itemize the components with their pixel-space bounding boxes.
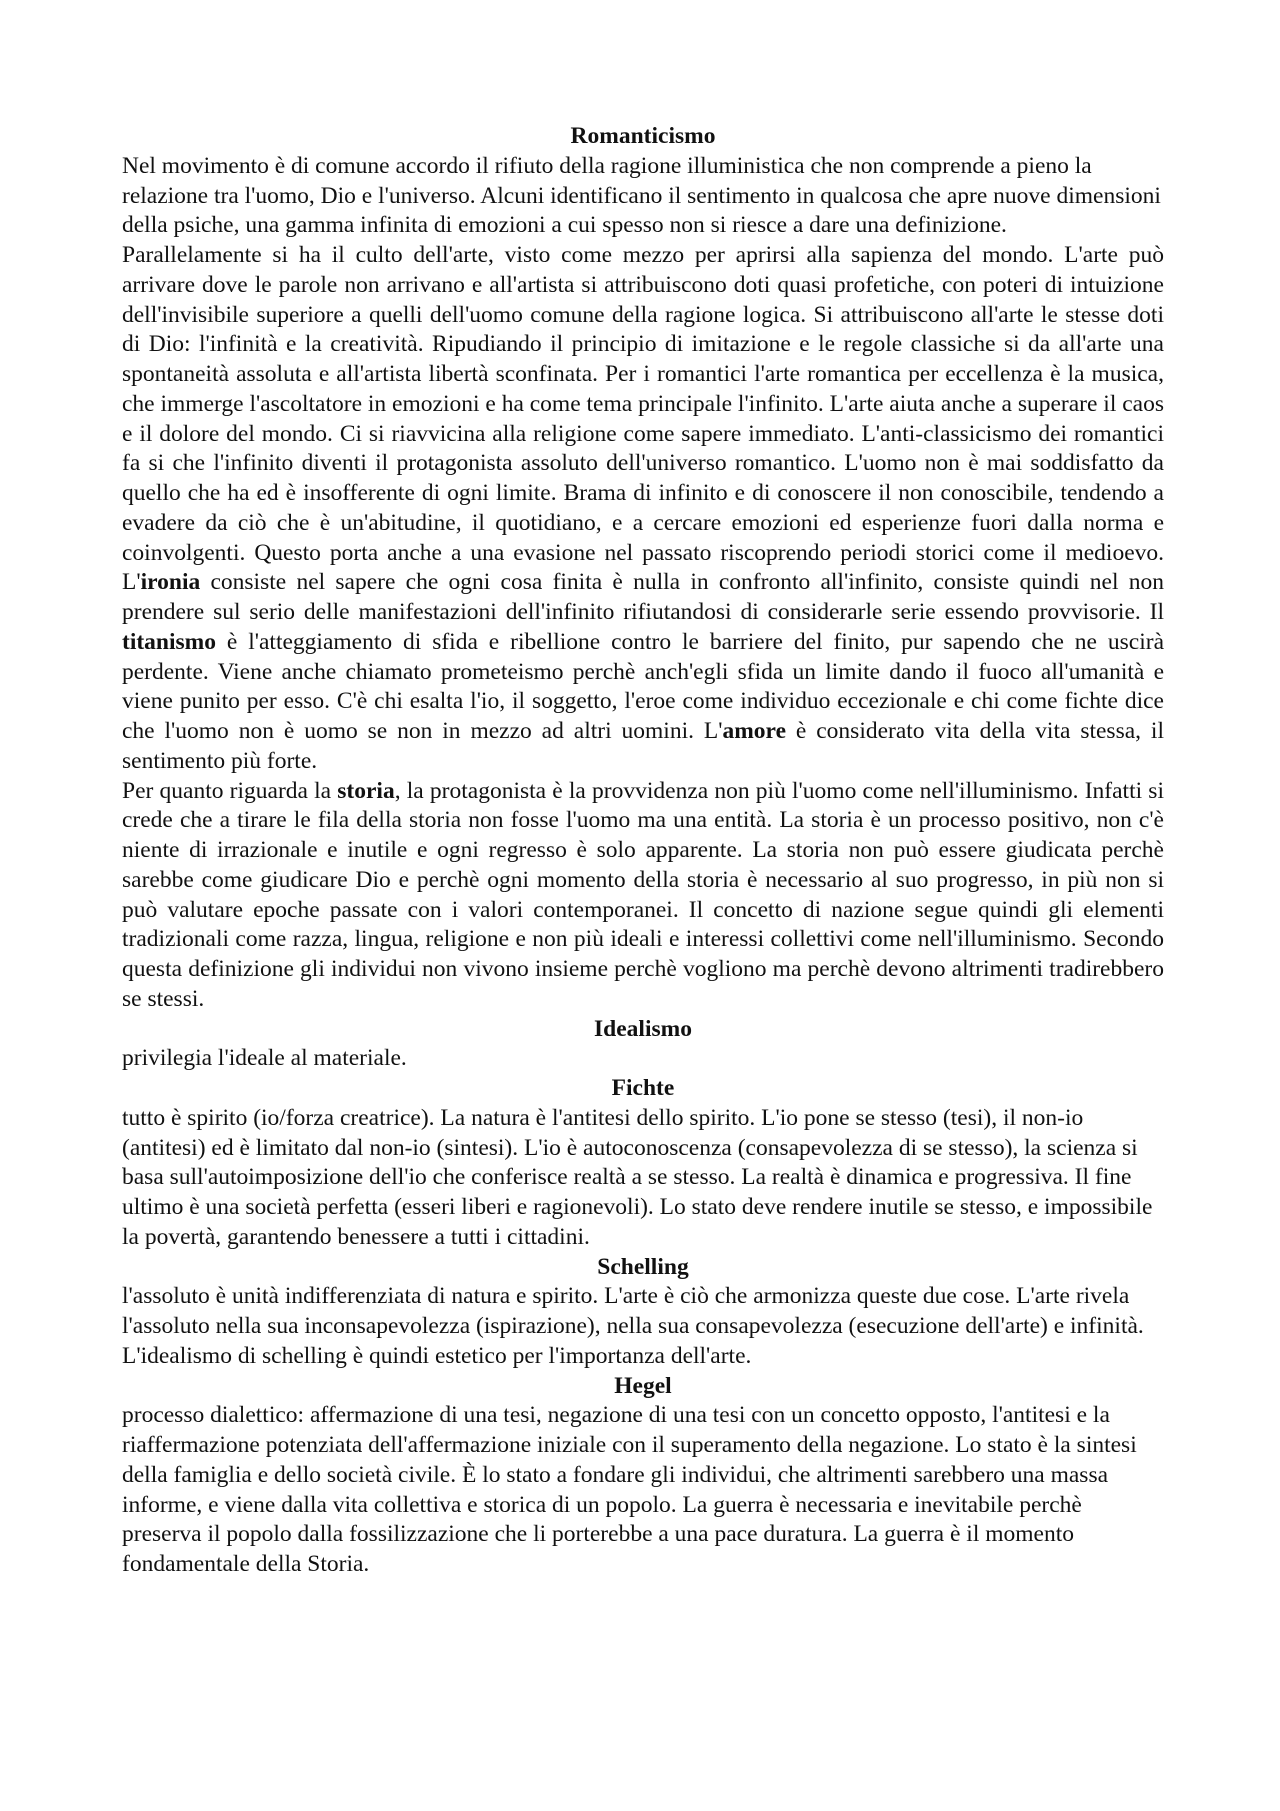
- heading-schelling: Schelling: [597, 1253, 689, 1280]
- paragraph-schelling: l'assoluto è unità indifferenziata di natura e spirito. L'arte è ciò che armonizza queste due cose. L'arte rivela l'assoluto nella sua inconsapevolezza (ispirazione), nella sua consapevolezza (esecuzione dell'arte) e infinità. L'idealismo di schelling è quindi estetico per l'importanza dell'arte.: [122, 1283, 1144, 1369]
- heading-fichte: Fichte: [611, 1075, 675, 1101]
- paragraph-hegel: processo dialettico: affermazione di una tesi, negazione di una tesi con un concetto opposto, l'antitesi e la riaffermazione potenziata dell'affermazione iniziale con il superamento della negazione. Lo stato è la sintesi della famiglia e dello società civile. È lo stato a fondare gli individui, che altrimenti sarebbero una massa informe, e viene dalla vita collettiva e storica di un popolo. La guerra è necessaria e inevitabile perchè preserva il popolo dalla fossilizzazione che li porterebbe a una pace duratura. La guerra è il momento fondamentale della Storia.: [122, 1402, 1137, 1577]
- term-titanismo: titanismo: [122, 628, 216, 655]
- term-ironia: ironia: [140, 569, 201, 596]
- paragraph-fichte: tutto è spirito (io/forza creatrice). La natura è l'antitesi dello spirito. L'io pone se stesso (tesi), il non-io (antitesi) ed è limitato dal non-io (sintesi). L'io è autoconoscenza (consapevolezza di se stesso), la scienza si basa sull'autoimposizione dell'io che conferisce realtà a se stesso. La realtà è dinamica e progressiva. Il fine ultimo è una società perfetta (esseri liberi e ragionevoli). Lo stato deve rendere inutile se stesso, e impossibile la povertà, garantendo benessere a tutti i cittadini.: [122, 1104, 1153, 1250]
- text-run: è considerato vita della vita stessa, il sentimento più forte.: [122, 718, 1164, 774]
- paragraph-romanticismo-arte: [122, 241, 1164, 777]
- paragraph-romanticismo-intro: Nel movimento è di comune accordo il rifiuto della ragione illuministica che non comprende a pieno la relazione tra l'uomo, Dio e l'universo. Alcuni identificano il sentimento in qualcosa che apre nuove dimensioni della psiche, una gamma infinita di emozioni a cui spesso non si riesce a dare una definizione.: [122, 152, 1161, 239]
- text-run: Parallelamente si ha il culto dell'arte, visto come mezzo per aprirsi alla sapienza del mondo. L'arte può arrivare dove le parole non arrivano e all'artista si attribuiscono doti quasi profetiche, con poteri di intuizione dell'invisibile superiore a quelli dell'uomo comune della ragione logica. Si attribuiscono all'arte le stesse doti di Dio: l'infinità e la creatività. Ripudiando il principio di imitazione e le regole classiche si da all'arte una spontaneità assoluta e all'artista libertà sconfinata. Per i romantici l'arte romantica per eccellenza è la musica, che immerge l'ascoltatore in emozioni e ha come tema principale l'infinito. L'arte aiuta anche a superare il caos e il dolore del mondo. Ci si riavvicina alla religione come sapere immediato. L'anti-classicismo dei romantici fa si che l'infinito diventi il protagonista assoluto dell'universo romantico. L'uomo non è mai soddisfatto da quello che ha ed è insofferente di ogni limite. Brama di infinito e di conoscere il non conoscibile, tendendo a evadere da ciò che è un'abitudine, il quotidiano, e a cercare emozioni ed esperienze fuori dalla norma e coinvolgenti. Questo porta anche a una evasione nel passato riscoprendo periodi storici come il medioevo. L': [122, 242, 1164, 596]
- term-storia: storia: [337, 777, 395, 804]
- heading-hegel: Hegel: [614, 1372, 672, 1399]
- text-run: è l'atteggiamento di sfida e ribellione contro le barriere del finito, pur sapendo che ne uscirà perdente. Viene anche chiamato prometeismo perchè anch'egli sfida un limite dando il fuoco all'umanità e viene punito per esso. C'è chi esalta l'io, il soggetto, l'eroe come individuo eccezionale e chi come fichte dice che l'uomo non è uomo se non in mezzo ad altri uomini. L': [122, 628, 1164, 744]
- text-run: consiste nel sapere che ogni cosa finita è nulla in confronto all'infinito, consiste quindi nel non prendere sul serio delle manifestazioni dell'infinito rifiutandosi di considerarle serie essendo provvisorie. Il: [122, 569, 1164, 625]
- text-run: Per quanto riguarda la: [122, 777, 338, 804]
- paragraph-idealismo: privilegia l'ideale al materiale.: [122, 1045, 407, 1072]
- document-page: [122, 122, 1164, 1580]
- heading-romanticismo: Romanticismo: [570, 123, 716, 149]
- text-run: , la protagonista è la provvidenza non più l'uomo come nell'illuminismo. Infatti si crede che a tirare le fila della storia non fosse l'uomo ma una entità. La storia è un processo positivo, non c'è niente di irrazionale e inutile e ogni regresso è solo apparente. La storia non può essere giudicata perchè sarebbe come giudicare Dio e perchè ogni momento della storia è necessario al suo progresso, in più non si può valutare epoche passate con i valori contemporanei. Il concetto di nazione segue quindi gli elementi tradizionali come razza, lingua, religione e non più ideali e interessi collettivi come nell'illuminismo. Secondo questa definizione gli individui non vivono insieme perchè vogliono ma perchè devono altrimenti tradirebbero se stessi.: [122, 777, 1164, 1012]
- term-amore: amore: [722, 718, 786, 744]
- paragraph-romanticismo-storia: [122, 777, 1164, 1015]
- heading-idealismo: Idealismo: [594, 1015, 692, 1042]
